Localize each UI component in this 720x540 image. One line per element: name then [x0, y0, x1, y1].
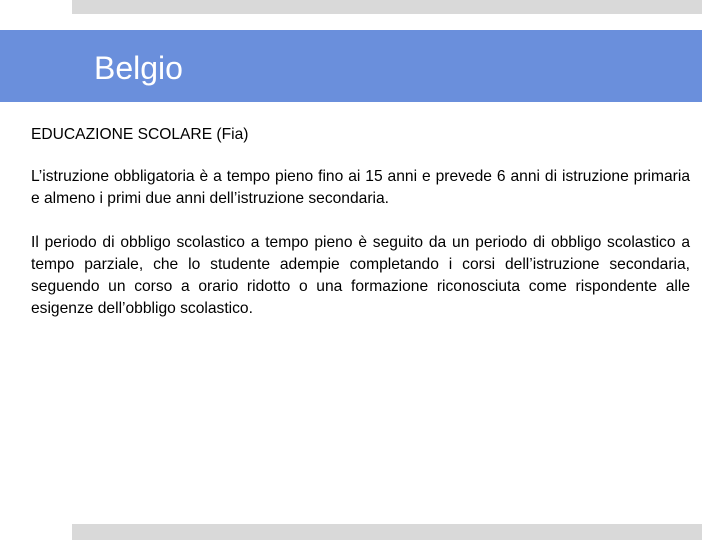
slide-title: Belgio	[94, 50, 183, 86]
bottom-decorative-bar	[72, 524, 702, 540]
paragraph-compulsory-education: L’istruzione obbligatoria è a tempo pieno fino ai 15 anni e prevede 6 anni di istruzione primaria e almeno i primi due anni dell’istruzione secondaria.	[31, 168, 690, 207]
slide-content	[31, 124, 690, 320]
section-heading: EDUCAZIONE SCOLARE (Fia)	[31, 126, 249, 143]
top-decorative-bar	[72, 0, 702, 14]
paragraph-part-time-obligation: Il periodo di obbligo scolastico a tempo pieno è seguito da un periodo di obbligo scolastico a tempo parziale, che lo studente adempie completando i corsi dell’istruzione secondaria, seguendo un corso a orario ridotto o una formazione riconosciuta come rispondente alle esigenze dell’obbligo scolastico.	[31, 234, 690, 317]
